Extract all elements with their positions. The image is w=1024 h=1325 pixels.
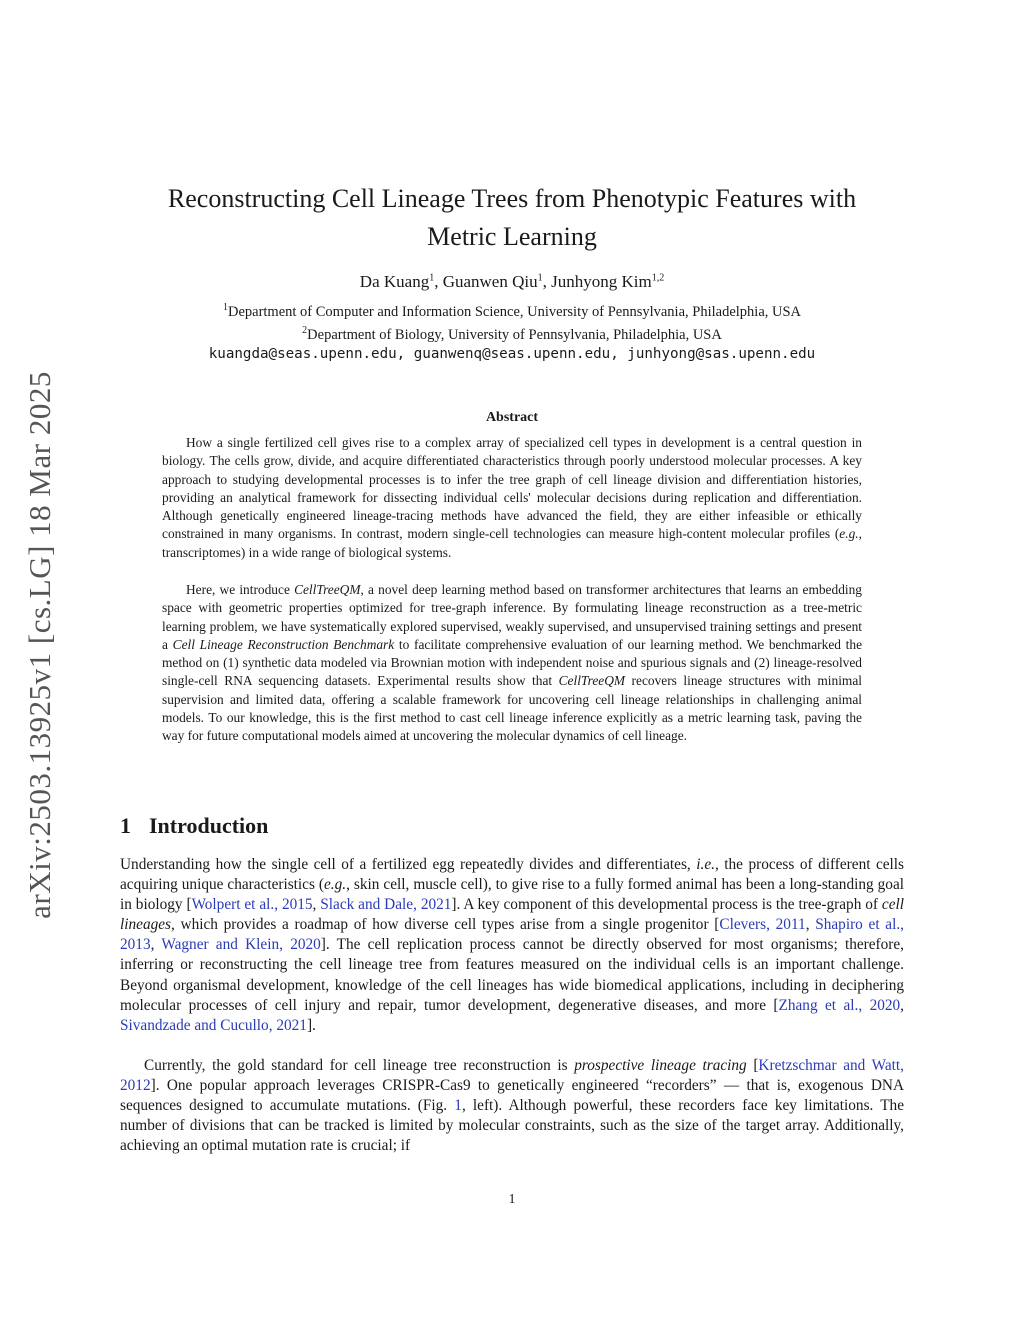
title-line-1: Reconstructing Cell Lineage Trees from Phenotypic Features with	[167, 184, 857, 213]
citation-link[interactable]: Zhang et al., 2020	[778, 996, 901, 1014]
method-name: CellTreeQM	[558, 673, 626, 689]
arxiv-identifier-text: arXiv:2503.13925v1 [cs.LG] 18 Mar 2025	[22, 371, 57, 919]
paper-title	[110, 180, 914, 256]
citation-link[interactable]: Sivandzade and Cucullo, 2021	[120, 1016, 307, 1034]
citation-link[interactable]: Kretzschmar and Watt, 2012	[120, 1057, 904, 1095]
abstract-paragraph-2: Here, we introduce CellTreeQM, a novel deep learning method based on transformer architectures that learns an embedding space with geometric properties optimized for tree-graph inference. By formulating lineage reconstruction as a tree-metric learning problem, we have systematically explored supervised, weakly supervised, and unsupervised training settings and present a Cell Lineage Reconstruction Benchmark to facilitate comprehensive evaluation of our learning method. We benchmarked the method on (1) synthetic data modeled via Brownian motion with independent noise and spurious signals and (2) lineage-resolved single-cell RNA sequencing datasets. Experimental results show that CellTreeQM recovers lineage structures with minimal supervision and limited data, offering a scalable framework for uncovering cell lineage relationships in challenging animal models. To our knowledge, this is the first method to cast cell lineage inference explicitly as a metric learning task, paving the way for future computational models aimed at uncovering the molecular dynamics of cell lineage.	[162, 582, 863, 744]
affiliation-text: Department of Biology, University of Pennsylvania, Philadelphia, USA	[307, 326, 722, 343]
citation-link[interactable]: Wagner and Klein, 2020	[161, 936, 321, 954]
affiliation-text: Department of Computer and Information Science, University of Pennsylvania, Philadelphia, USA	[227, 303, 802, 320]
author-list: Da Kuang$^1$, Guanwen Qiu$^1$, Junhyong Kim$^{1,2}$	[359, 272, 665, 291]
section-title: Introduction	[149, 813, 269, 838]
section-heading	[120, 813, 268, 839]
affiliation-1	[110, 302, 914, 321]
affiliation-mark: 1	[222, 302, 228, 313]
arxiv-identifier	[10, 350, 70, 940]
author-name: Guanwen Qiu	[442, 272, 538, 291]
affiliation-2	[110, 325, 914, 344]
title-line-2: Metric Learning	[427, 222, 597, 251]
affiliation-mark: 2	[302, 325, 308, 336]
citation-link[interactable]: Shapiro et al., 2013	[120, 916, 904, 954]
abstract-heading: Abstract	[485, 410, 539, 425]
page-number: 1	[508, 1192, 516, 1207]
abstract-paragraph-1: How a single fertilized cell gives rise to a complex array of specialized cell types in development is a central question in biology. The cells grow, divide, and acquire differentiated characteristics through poorly understood molecular processes. A key approach to studying developmental processes is to infer the tree graph of cell lineage division and differentiation histories, providing an analytical framework for dissecting individual cells' molecular decisions during replication and differentiation. Although genetically engineered lineage-tracing methods have advanced the field, they are either infeasible or ethically constrained in many organisms. In contrast, modern single-cell technologies can measure high-content molecular profiles (e.g., transcriptomes) in a wide range of biological systems.	[162, 435, 862, 560]
author-name: Da Kuang	[359, 272, 430, 291]
intro-paragraph-2: Currently, the gold standard for cell lineage tree reconstruction is prospective lineage tracing [Kretzschmar and Watt, 2012]. One popular approach leverages CRISPR-Cas9 to genetically engineered “recorders” — that is, exogenous DNA sequences designed to accumulate mutations. (Fig. 1, left). Although powerful, these recorders face key limitations. The number of divisions that can be tracked is limited by molecular constraints, such as the size of the target array. Additionally, achieving an optimal mutation rate is crucial; if	[120, 1057, 904, 1155]
section-number: 1	[120, 813, 131, 838]
benchmark-name: Cell Lineage Reconstruction Benchmark	[172, 636, 395, 652]
figure-link[interactable]: 1	[454, 1097, 462, 1115]
author-affiliation-mark: 1	[537, 272, 543, 284]
method-name: CellTreeQM	[294, 582, 361, 597]
citation-link[interactable]: Slack and Dale, 2021	[320, 896, 452, 914]
intro-paragraph-1: Understanding how the single cell of a fertilized egg repeatedly divides and differentiates, i.e., the process of different cells acquiring unique characteristics (e.g., skin cell, muscle cell), to give rise to a fully formed animal has been a long-standing goal in biology [Wolpert et al., 2015, Slack and Dale, 2021]. A key component of this developmental process is the tree-graph of cell lineages, which provides a roadmap of how diverse cell types arise from a single progenitor [Clevers, 2011, Shapiro et al., 2013, Wagner and Klein, 2020]. The cell replication process cannot be directly observed for most organisms; therefore, inferring or reconstructing the cell lineage tree from features measured on the individual cells is an important challenge. Beyond organismal development, knowledge of the cell lineages has wide biomedical applications, including in deciphering molecular processes of cell injury and repair, tumor development, degenerative diseases, and more [Zhang et al., 2020, Sivandzade and Cucullo, 2021].	[120, 856, 905, 1034]
author-name: Junhyong Kim	[551, 272, 652, 291]
author-emails: kuangda@seas.upenn.edu, guanwenq@seas.upenn.edu, junhyong@sas.upenn.edu	[208, 346, 816, 362]
author-affiliation-mark: 1	[429, 272, 435, 284]
author-affiliation-mark: 1,2	[651, 272, 665, 284]
citation-link[interactable]: Clevers, 2011	[719, 916, 806, 934]
citation-link[interactable]: Wolpert et al., 2015	[191, 896, 313, 914]
